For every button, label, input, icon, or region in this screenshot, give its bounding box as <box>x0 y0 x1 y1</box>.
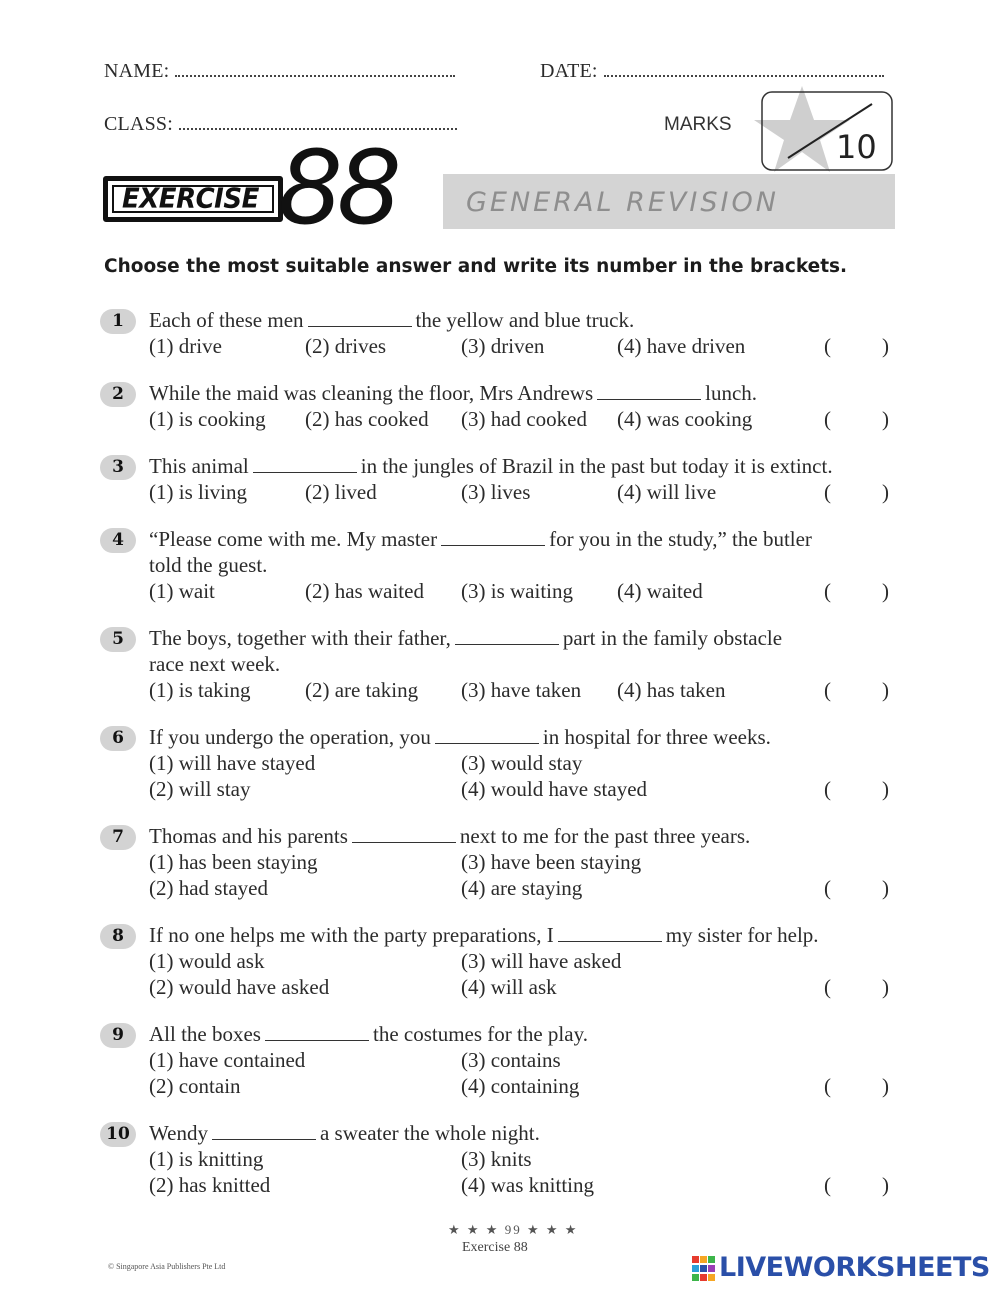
answer-blank <box>435 729 539 744</box>
question-number: 9 <box>100 1023 136 1048</box>
bracket-open-glyph: ( <box>824 407 831 431</box>
answer-bracket[interactable] <box>820 1074 894 1100</box>
bracket-close-glyph: ) <box>882 975 889 999</box>
marks-total: 10 <box>836 128 877 166</box>
question-text-before-blank: This animal <box>149 454 249 478</box>
answer-bracket[interactable] <box>820 777 894 803</box>
page-number: ★ ★ ★ 99 ★ ★ ★ <box>448 1222 579 1237</box>
answer-bracket[interactable] <box>820 579 894 605</box>
copyright-text: © Singapore Asia Publishers Pte Ltd <box>108 1262 226 1271</box>
answer-option: (3) have been staying <box>461 850 642 874</box>
answer-option: (1) is cooking <box>149 407 266 431</box>
bracket-close-glyph: ) <box>882 579 889 603</box>
answer-option: (2) are taking <box>305 678 419 702</box>
exercise-number: 88 <box>278 129 396 248</box>
answer-option: (3) knits <box>461 1147 532 1171</box>
question-text-after-blank: next to me for the past three years. <box>459 824 751 848</box>
answer-blank <box>352 828 456 843</box>
question-text <box>149 725 771 750</box>
date-label: DATE: <box>540 60 598 82</box>
bracket-open-glyph: ( <box>824 1074 831 1098</box>
class-label: CLASS: <box>104 113 174 135</box>
bracket-open-glyph: ( <box>824 1173 831 1197</box>
question-text <box>149 1121 540 1146</box>
answer-option: (3) would stay <box>461 751 583 775</box>
answer-option: (2) has cooked <box>305 407 429 431</box>
bracket-close-glyph: ) <box>882 407 889 431</box>
name-dotted-line[interactable] <box>175 63 455 77</box>
question-text-after-blank: the costumes for the play. <box>372 1022 588 1046</box>
answer-option: (1) is knitting <box>149 1147 264 1171</box>
answer-option: (2) would have asked <box>149 975 330 999</box>
answer-option: (4) waited <box>617 579 703 603</box>
answer-bracket[interactable] <box>820 407 894 433</box>
answer-option: (2) has waited <box>305 579 424 603</box>
question-number: 6 <box>100 726 136 751</box>
answer-blank <box>558 927 662 942</box>
answer-bracket[interactable] <box>820 876 894 902</box>
answer-bracket[interactable] <box>820 480 894 506</box>
answer-bracket[interactable] <box>820 678 894 704</box>
bracket-close-glyph: ) <box>882 876 889 900</box>
answer-option: (4) have driven <box>617 334 746 358</box>
question-text-continued: told the guest. <box>149 553 268 577</box>
instruction-text: Choose the most suitable answer and write its number in the brackets. <box>104 256 848 277</box>
question-text-after-blank: my sister for help. <box>665 923 819 947</box>
bracket-open-glyph: ( <box>824 777 831 801</box>
question-text <box>149 308 634 333</box>
answer-blank <box>253 458 357 473</box>
name-field <box>104 60 455 83</box>
class-dotted-line[interactable] <box>179 116 457 130</box>
question-text-after-blank: part in the family obstacle <box>562 626 783 650</box>
question-text-after-blank: lunch. <box>705 381 758 405</box>
name-label: NAME: <box>104 60 170 82</box>
question-number: 4 <box>100 528 136 553</box>
answer-option: (3) have taken <box>461 678 582 702</box>
answer-option: (4) will ask <box>461 975 557 999</box>
question-number: 3 <box>100 455 136 480</box>
answer-blank <box>308 312 412 327</box>
question-text <box>149 527 812 552</box>
bracket-open-glyph: ( <box>824 678 831 702</box>
question-text-continued: race next week. <box>149 652 281 676</box>
answer-option: (3) had cooked <box>461 407 587 431</box>
answer-option: (4) would have stayed <box>461 777 648 801</box>
exercise-word: EXERCISE <box>122 183 259 215</box>
question-text-before-blank: “Please come with me. My master <box>149 527 438 551</box>
answer-option: (4) containing <box>461 1074 580 1098</box>
answer-option: (4) was knitting <box>461 1173 594 1197</box>
answer-option: (1) would ask <box>149 949 265 973</box>
answer-option: (1) wait <box>149 579 215 603</box>
date-dotted-line[interactable] <box>604 63 884 77</box>
bracket-open-glyph: ( <box>824 480 831 504</box>
question-text <box>149 381 757 406</box>
question-text <box>149 824 750 849</box>
question-text-before-blank: Wendy <box>149 1121 208 1145</box>
question-text-after-blank: a sweater the whole night. <box>319 1121 540 1145</box>
bracket-close-glyph: ) <box>882 777 889 801</box>
question-number: 2 <box>100 382 136 407</box>
bracket-close-glyph: ) <box>882 1173 889 1197</box>
bracket-open-glyph: ( <box>824 334 831 358</box>
answer-option: (1) will have stayed <box>149 751 316 775</box>
question-text-after-blank: for you in the study,” the butler <box>549 527 812 551</box>
answer-option: (2) contain <box>149 1074 241 1098</box>
bracket-close-glyph: ) <box>882 678 889 702</box>
question-text-before-blank: If you undergo the operation, you <box>149 725 431 749</box>
question-number: 5 <box>100 627 136 652</box>
question-text <box>149 454 833 479</box>
question-number: 10 <box>100 1122 136 1147</box>
answer-option: (2) lived <box>305 480 377 504</box>
answer-option: (3) contains <box>461 1048 561 1072</box>
answer-option: (1) have contained <box>149 1048 306 1072</box>
answer-option: (4) was cooking <box>617 407 753 431</box>
question-text <box>149 1022 588 1047</box>
question-text-before-blank: All the boxes <box>149 1022 261 1046</box>
question-text-before-blank: Thomas and his parents <box>149 824 348 848</box>
answer-option: (1) drive <box>149 334 222 358</box>
page-title: GENERAL REVISION <box>466 187 779 218</box>
answer-option: (3) is waiting <box>461 579 573 603</box>
answer-option: (3) lives <box>461 480 531 504</box>
question-text-after-blank: in the jungles of Brazil in the past but today it is extinct. <box>360 454 833 478</box>
question-text-after-blank: in hospital for three weeks. <box>542 725 771 749</box>
answer-bracket[interactable] <box>820 334 894 360</box>
answer-option: (3) will have asked <box>461 949 622 973</box>
answer-blank <box>441 531 545 546</box>
question-text-before-blank: While the maid was cleaning the floor, Mrs Andrews <box>149 381 594 405</box>
answer-option: (3) driven <box>461 334 545 358</box>
answer-option: (1) has been staying <box>149 850 318 874</box>
answer-option: (1) is taking <box>149 678 251 702</box>
bracket-close-glyph: ) <box>882 334 889 358</box>
question-text-after-blank: the yellow and blue truck. <box>415 308 635 332</box>
answer-option: (2) has knitted <box>149 1173 271 1197</box>
answer-option: (2) had stayed <box>149 876 268 900</box>
question-number: 7 <box>100 825 136 850</box>
answer-bracket[interactable] <box>820 1173 894 1199</box>
footer-exercise-label: Exercise 88 <box>462 1240 528 1255</box>
question-text-before-blank: If no one helps me with the party preparations, I <box>149 923 554 947</box>
answer-option: (2) drives <box>305 334 387 358</box>
question-number: 8 <box>100 924 136 949</box>
answer-option: (4) will live <box>617 480 717 504</box>
answer-option: (4) are staying <box>461 876 583 900</box>
bracket-open-glyph: ( <box>824 579 831 603</box>
bracket-close-glyph: ) <box>882 1074 889 1098</box>
answer-blank <box>455 630 559 645</box>
answer-blank <box>265 1026 369 1041</box>
question-text <box>149 626 782 651</box>
date-field <box>540 60 884 83</box>
bracket-open-glyph: ( <box>824 876 831 900</box>
question-text-before-blank: Each of these men <box>149 308 304 332</box>
liveworksheets-logo-icon <box>692 1256 716 1282</box>
answer-option: (2) will stay <box>149 777 251 801</box>
answer-blank <box>597 385 701 400</box>
answer-blank <box>212 1125 316 1140</box>
marks-label: MARKS <box>664 114 732 135</box>
question-text-before-blank: The boys, together with their father, <box>149 626 451 650</box>
answer-option: (1) is living <box>149 480 247 504</box>
bracket-open-glyph: ( <box>824 975 831 999</box>
question-text <box>149 923 819 948</box>
question-number: 1 <box>100 309 136 334</box>
liveworksheets-brand: LIVEWORKSHEETS <box>719 1252 990 1283</box>
answer-bracket[interactable] <box>820 975 894 1001</box>
bracket-close-glyph: ) <box>882 480 889 504</box>
answer-option: (4) has taken <box>617 678 726 702</box>
